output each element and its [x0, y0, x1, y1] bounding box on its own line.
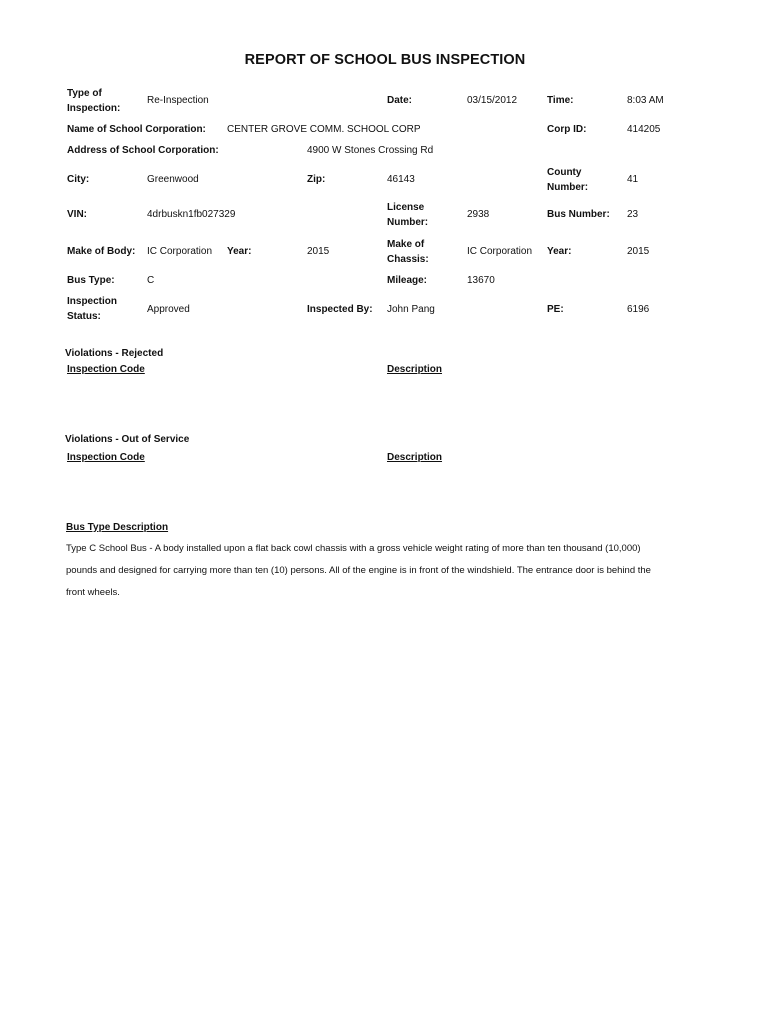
body-year-label: Year:: [227, 246, 252, 257]
time-label: Time:: [547, 95, 574, 106]
bus-type-description-heading: Bus Type Description: [66, 522, 169, 533]
county-number-value: 41: [627, 174, 639, 185]
bus-type-description-line: front wheels.: [66, 587, 120, 598]
oos-inspection-code-header: Inspection Code: [67, 452, 145, 463]
chassis-year-value: 2015: [627, 246, 650, 257]
inspection-status-value: Approved: [147, 304, 190, 315]
school-corp-label: Name of School Corporation:: [67, 124, 206, 135]
make-of-body-label: Make of Body:: [67, 246, 136, 257]
make-of-body-value: IC Corporation: [147, 246, 213, 257]
oos-description-header: Description: [387, 452, 443, 463]
rejected-inspection-code-header: Inspection Code: [67, 364, 145, 375]
zip-value: 46143: [387, 174, 415, 185]
zip-label: Zip:: [307, 174, 326, 185]
violations-oos-heading: Violations - Out of Service: [65, 434, 190, 445]
inspected-by-label: Inspected By:: [307, 304, 373, 315]
type-of-inspection-label: Type of Inspection:: [67, 88, 121, 114]
body-year-value: 2015: [307, 246, 330, 257]
mileage-value: 13670: [467, 275, 495, 286]
chassis-year-label: Year:: [547, 246, 572, 257]
school-corp-value: CENTER GROVE COMM. SCHOOL CORP: [227, 124, 421, 135]
inspected-by-value: John Pang: [387, 304, 435, 315]
violations-rejected-heading: Violations - Rejected: [65, 348, 164, 359]
bus-type-description-line: Type C School Bus - A body installed upon a flat back cowl chassis with a gross vehicle weight rating of more than ten thousand (10,000): [66, 543, 641, 554]
mileage-label: Mileage:: [387, 275, 428, 286]
page-title: REPORT OF SCHOOL BUS INSPECTION: [244, 52, 526, 68]
city-label: City:: [67, 174, 90, 185]
rejected-description-header: Description: [387, 364, 443, 375]
bus-type-value: C: [147, 275, 155, 286]
make-of-chassis-value: IC Corporation: [467, 246, 533, 257]
date-label: Date:: [387, 95, 413, 106]
city-value: Greenwood: [147, 174, 199, 185]
bus-type-label: Bus Type:: [67, 275, 115, 286]
bus-number-label: Bus Number:: [547, 209, 610, 220]
inspection-status-label: Inspection Status:: [67, 296, 118, 322]
corp-id-value: 414205: [627, 124, 661, 135]
license-number-value: 2938: [467, 209, 490, 220]
pe-label: PE:: [547, 304, 564, 315]
date-value: 03/15/2012: [467, 95, 518, 106]
vin-value: 4drbuskn1fb027329: [147, 209, 236, 220]
county-number-label: County Number:: [547, 167, 589, 193]
corp-id-label: Corp ID:: [547, 124, 587, 135]
make-of-chassis-label: Make of Chassis:: [387, 239, 429, 265]
bus-type-description-line: pounds and designed for carrying more than ten (10) persons. All of the engine is in front of the windshield. The entrance door is behind the: [66, 565, 651, 576]
pe-value: 6196: [627, 304, 650, 315]
address-label: Address of School Corporation:: [67, 145, 219, 156]
address-value: 4900 W Stones Crossing Rd: [307, 145, 434, 156]
license-number-label: License Number:: [387, 202, 429, 228]
vin-label: VIN:: [67, 209, 87, 220]
bus-number-value: 23: [627, 209, 639, 220]
type-of-inspection-value: Re-Inspection: [147, 95, 209, 106]
time-value: 8:03 AM: [627, 95, 664, 106]
